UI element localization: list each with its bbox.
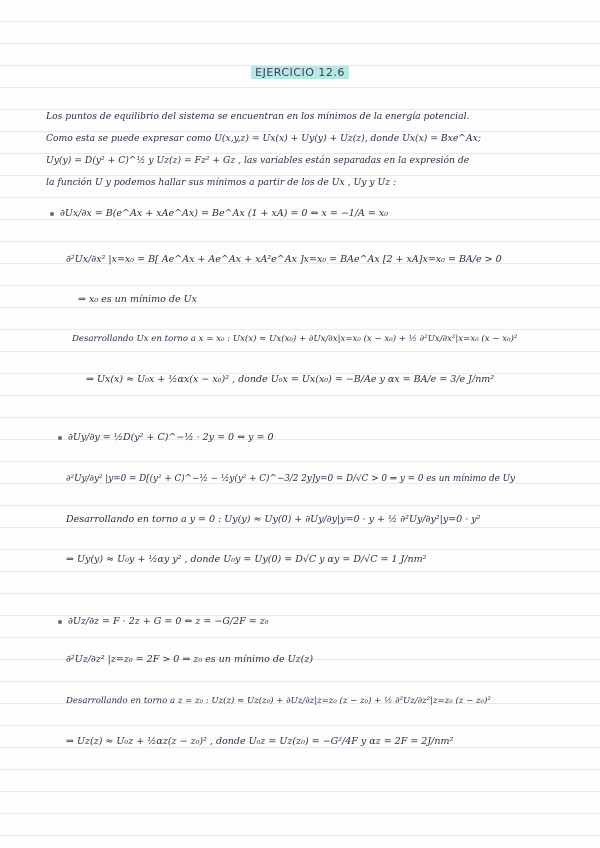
y-result-line: ⇒ Uy(y) ≈ U₀y + ½αy y² , donde U₀y = Uy(0) = D√C y αy = D/√C = 1 J/nm²: [66, 554, 427, 565]
x-second-derivative-line: ∂²Ux/∂x² |x=x₀ = B[ Ae^Ax + Ae^Ax + xA²e^Ax ]x=x₀ = BAe^Ax [2 + xA]x=x₀ = BA/e > 0: [66, 254, 502, 265]
intro-line: Como esta se puede expresar como U(x,y,z) = Ux(x) + Uy(y) + Uz(z), donde Ux(x) = Bxe^Ax;: [46, 133, 481, 144]
intro-line: Uy(y) = D(y² + C)^½ y Uz(z) = Fz² + Gz , las variables están separadas en la expresión de: [46, 155, 470, 166]
exercise-title: EJERCICIO 12.6: [0, 66, 600, 79]
z-result-line: ⇒ Uz(z) ≈ U₀z + ½αz(z − z₀)² , donde U₀z = Uz(z₀) = −G²/4F y αz = 2F = 2J/nm²: [66, 736, 454, 747]
bullet-icon: [58, 620, 62, 624]
z-derivative-line: ∂Uz/∂z = F · 2z + G = 0 ⇔ z = −G/2F = z₀: [58, 616, 269, 627]
intro-line: Los puntos de equilibrio del sistema se encuentran en los mínimos de la energía potencial.: [46, 111, 470, 122]
x-expansion-line: Desarrollando Ux en torno a x = x₀ : Ux(x) ≈ Ux(x₀) + ∂Ux/∂x|x=x₀ (x − x₀) + ½ ∂²Ux/∂x²|x=x₀ (x − x₀)²: [72, 334, 518, 344]
x-result-line: ⇒ Ux(x) ≈ U₀x + ½αx(x − x₀)² , donde U₀x = Ux(x₀) = −B/Ae y αx = BA/e = 3/e J/nm²: [86, 374, 495, 385]
z-expansion-line: Desarrollando en torno a z = z₀ : Uz(z) ≈ Uz(z₀) + ∂Uz/∂z|z=z₀ (z − z₀) + ½ ∂²Uz/∂z²|z=z₀ (z − z₀)²: [66, 696, 491, 706]
bullet-icon: [58, 436, 62, 440]
intro-line: la función U y podemos hallar sus mínimos a partir de los de Ux , Uy y Uz :: [46, 177, 397, 188]
intro-paragraph: [46, 106, 526, 194]
y-derivative-line: ∂Uy/∂y = ½D(y² + C)^−½ · 2y = 0 ⇔ y = 0: [58, 432, 274, 443]
y-expansion-line: Desarrollando en torno a y = 0 : Uy(y) ≈ Uy(0) + ∂Uy/∂y|y=0 · y + ½ ∂²Uy/∂y²|y=0 · y²: [66, 514, 481, 525]
x-minimum-conclusion: ⇒ x₀ es un mínimo de Ux: [78, 294, 197, 305]
x-derivative-line: ∂Ux/∂x = B(e^Ax + xAe^Ax) = Be^Ax (1 + xA) = 0 ⇔ x = −1/A = x₀: [50, 208, 388, 219]
y-second-derivative-line: ∂²Uy/∂y² |y=0 = D[(y² + C)^−½ − ½y(y² + C)^−3/2 2y]y=0 = D/√C > 0 ⇒ y = 0 es un mínimo de Uy: [66, 474, 515, 484]
z-second-derivative-line: ∂²Uz/∂z² |z=z₀ = 2F > 0 ⇒ z₀ es un mínimo de Uz(z): [66, 654, 314, 665]
bullet-icon: [50, 212, 54, 216]
